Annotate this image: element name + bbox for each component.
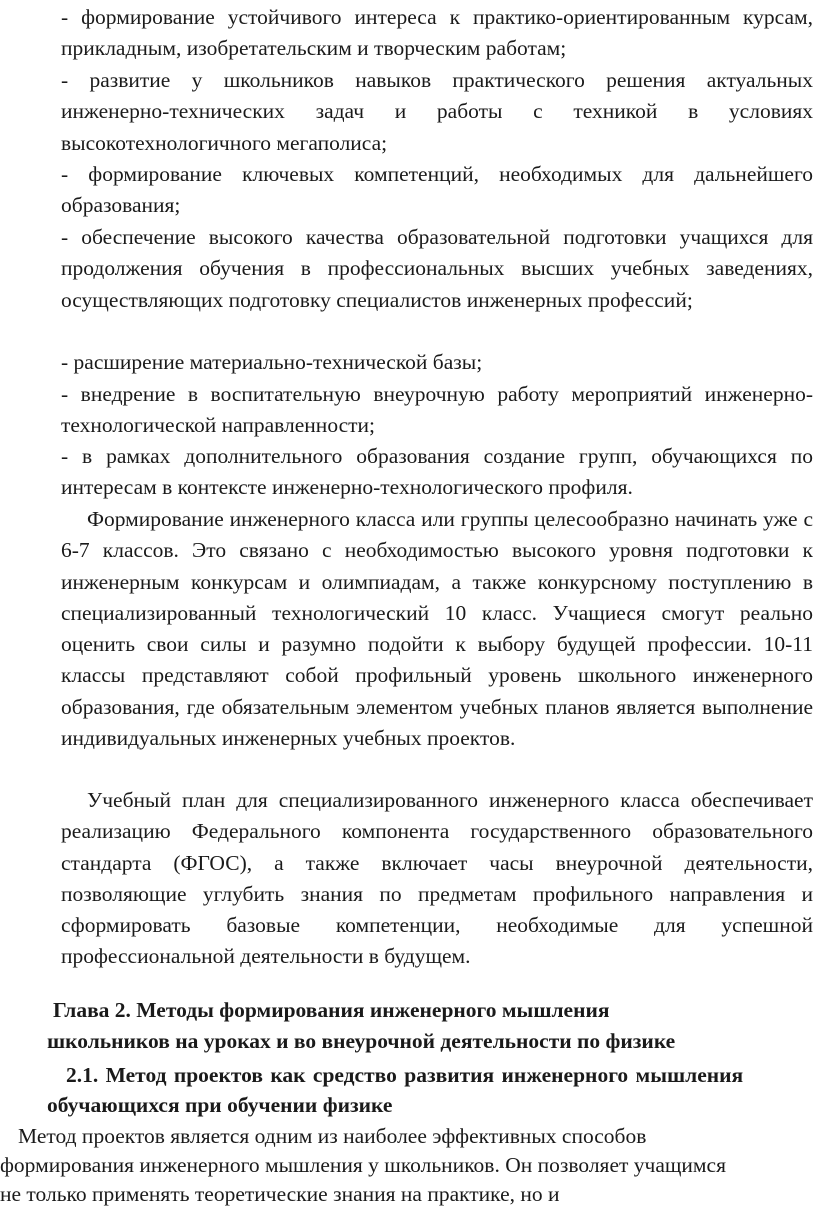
chapter-heading-line: школьников на уроках и во внеурочной деятельности по физике [47,1029,676,1053]
bullet-item: - в рамках дополнительного образования создание групп, обучающихся по интересам в контексте инженерно-технологического профиля. [61,444,813,500]
bullet-item: - формирование ключевых компетенций, необходимых для дальнейшего образования; [61,162,813,218]
section-heading-line: обучающихся при обучении физике [47,1093,393,1117]
section-heading-line: 2.1. Метод проектов как средство развития инженерного мышления [66,1063,744,1087]
closing-line: Метод проектов является одним из наиболее эффективных способов [18,1124,647,1148]
body-paragraph: Учебный план для специализированного инженерного класса обеспечивает реализацию Федерального компонента государственного образовательного стандарта (ФГОС), а также включает часы внеурочной деятельности, позволяющие углубить знания по предметам профильного направления и сформировать базовые компетенции, необходимые для успешной профессиональной деятельности в будущем. [61,788,813,969]
bullet-item: - расширение материально-технической базы; [61,350,483,374]
bullet-item: - развитие у школьников навыков практического решения актуальных инженерно-технических задач и работы с техникой в условиях высокотехнологичного мегаполиса; [61,68,813,155]
chapter-heading-line: Глава 2. Методы формирования инженерного мышления [53,998,610,1022]
bullet-item: - обеспечение высокого качества образовательной подготовки учащихся для продолжения обучения в профессиональных высших учебных заведениях, осуществляющих подготовку специалистов инженерных профессий; [61,225,813,312]
body-paragraph: Формирование инженерного класса или группы целесообразно начинать уже с 6-7 классов. Это связано с необходимостью высокого уровня подготовки к инженерным конкурсам и олимпиадам, а также конкурсному поступлению в специализированный технологический 10 класс. Учащиеся смогут реально оценить свои силы и разумно подойти к выбору будущей профессии. 10-11 классы представляют собой профильный уровень школьного инженерного образования, где обязательным элементом учебных планов является выполнение индивидуальных инженерных учебных проектов. [61,507,813,751]
closing-line: не только применять теоретические знания на практике, но и [0,1182,560,1206]
bullet-item: - внедрение в воспитательную внеурочную работу мероприятий инженерно-технологической направленности; [61,382,813,438]
bullet-item: - формирование устойчивого интереса к практико-ориентированным курсам, прикладным, изобретательским и творческим работам; [61,5,813,61]
closing-line: формирования инженерного мышления у школьников. Он позволяет учащимся [0,1153,726,1177]
